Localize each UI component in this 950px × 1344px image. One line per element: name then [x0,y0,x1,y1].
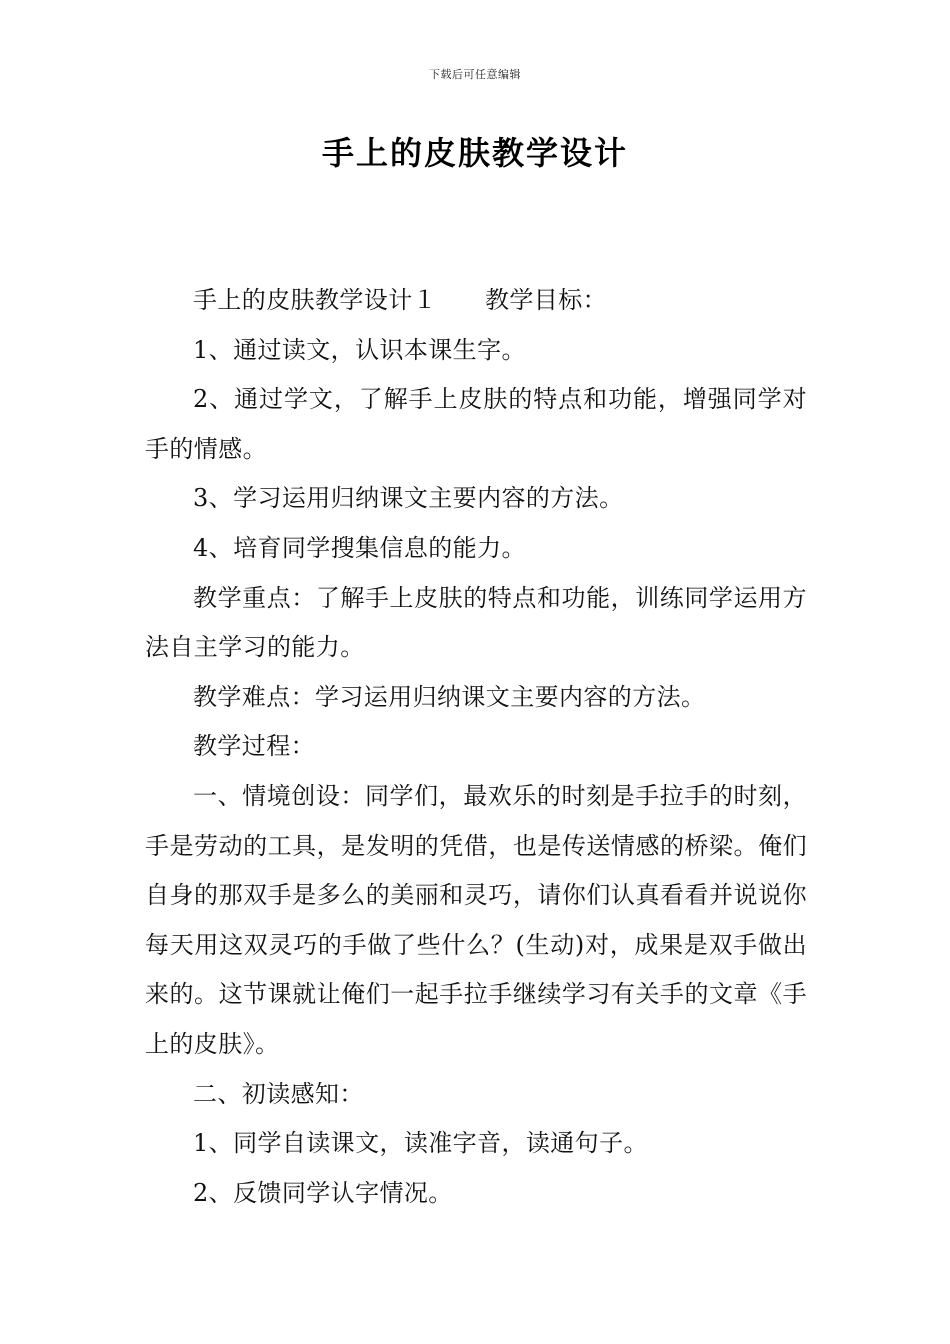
paragraph: 教学过程： [193,732,315,761]
objectives-label: 教学目标： [485,286,607,314]
header-note: 下载后可任意编辑 [429,68,521,81]
document-body [145,276,807,1218]
paragraph: 教学重点：了解手上皮肤的特点和功能，训练同学运用方法自主学习的能力。 [145,583,807,662]
paragraph: 3、学习运用归纳课文主要内容的方法。 [193,484,624,513]
paragraph-intro [145,276,807,326]
document-title: 手上的皮肤教学设计 [321,134,628,172]
paragraph: 2、反馈同学认字情况。 [193,1178,453,1207]
paragraph: 1、通过读文，认识本课生字。 [193,335,526,364]
paragraph: 2、通过学文，了解手上皮肤的特点和功能，增强同学对手的情感。 [145,385,807,463]
paragraph: 1、同学自读课文，读准字音，读通句子。 [193,1129,648,1158]
paragraph: 一、情境创设：同学们，最欢乐的时刻是手拉手的时刻，手是劳动的工具，是发明的凭借，也是传送情感的桥梁。俺们自身的那双手是多么的美丽和灵巧，请你们认真看看并说说你每天用这双灵巧的手做了些什么？(生动)对，成果是双手做出来的。这节课就让俺们一起手拉手继续学习有关手的文章《手上的皮肤》。 [145,781,807,1058]
section-heading: 手上的皮肤教学设计１ [193,286,437,314]
paragraph: 4、培育同学搜集信息的能力。 [193,533,526,562]
paragraph: 教学难点：学习运用归纳课文主要内容的方法。 [193,682,706,711]
paragraph: 二、初读感知： [193,1079,364,1108]
